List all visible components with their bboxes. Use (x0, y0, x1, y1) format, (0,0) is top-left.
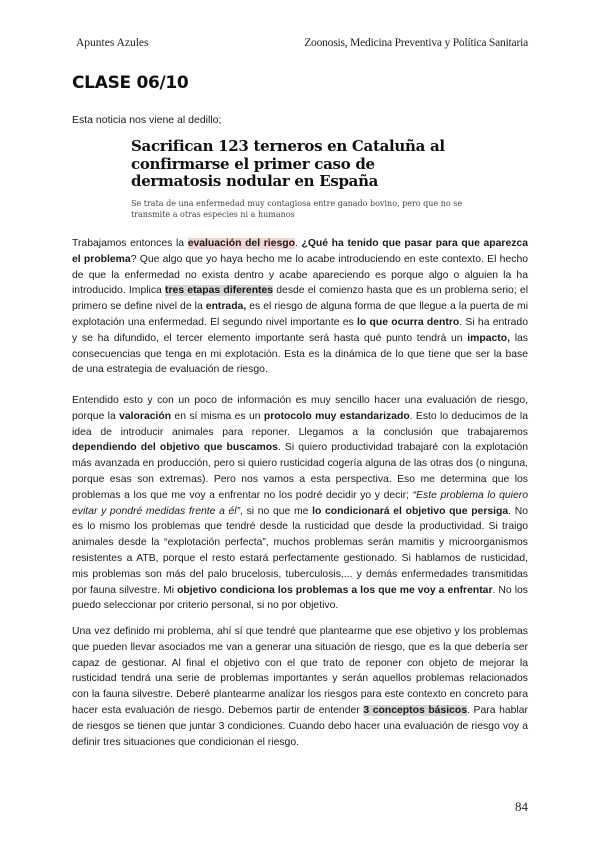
header-subject: Zoonosis, Medicina Preventiva y Política Sanitaria (304, 37, 528, 49)
text: ? Que algo que yo haya hecho me lo acabe introduciendo en este contexto. El hecho de que la enfermedad no exista dentro y acabe apareciendo es porque algo o alguien la ha introducido. Implica (72, 253, 528, 297)
highlight-tres-etapas: tres etapas diferentes (165, 285, 274, 297)
bold-impacto: impacto, (467, 332, 510, 344)
text: , si no que me (240, 505, 313, 517)
highlight-conceptos-basicos: 3 conceptos básicos (363, 704, 468, 716)
text: las consecuencias que tenga en mi explotación. Esta es la dinámica de lo que tiene que ser la base de una estrategia de evaluación de riesgo. (72, 332, 528, 376)
text: Trabajamos entonces la (72, 238, 188, 249)
bold-objetivo: dependiendo del objetivo que buscamos (72, 442, 278, 454)
italic-quote: “Este problema lo quiero evitar y pondré medidas frente a él” (72, 489, 528, 517)
page-number: 84 (515, 799, 528, 814)
page-title: CLASE 06/10 (72, 73, 189, 93)
text: . (294, 238, 302, 249)
news-subheadline: Se trata de una enfermedad muy contagiosa entre ganado bovino, pero que no se transmite a otras especies ni a humanos (131, 199, 463, 219)
text: en sí misma es un (171, 410, 264, 422)
intro-text: Esta noticia nos viene al dedillo; (72, 114, 222, 126)
text: desde el comienzo hasta que es un problema serio; el primero se define nivel de la (72, 285, 529, 313)
bold-objetivo-condiciona: objetivo condiciona los problemas a los que me voy a enfrentar (177, 584, 493, 596)
text: . Si quiero productividad trabajaré con la explotación más avanzada en producción, pero si quiero rusticidad cogería alguna de las otras dos (o ninguna, porque esas son extremas). Pero nos vamos a esta perspectiva. Eso me determina que los problemas a los que me voy a enfrentar no los podré decidir yo y decir; (72, 442, 528, 501)
paragraph-1 (72, 236, 528, 378)
bold-valoracion: valoración (119, 410, 172, 422)
bold-condicionara: lo condicionará el objetivo que persiga (312, 505, 509, 517)
text: Una vez definido mi problema, ahí sí que tendré que plantearme que ese objetivo y los problemas que pueden llevar asociados me van a generar una situación de riesgo, que es la que debería ser capaz de gestionar. Al final el objetivo con el que trato de reponer con objeto de mejorar la rusticidad tendrá una serie de problemas importantes y serán aquellos problemas relacionados con la fauna silvestre. Deberé plantearme analizar los riesgos para este contexto en concreto para hacer esta evaluación de riesgo. Debemos partir de entender (72, 626, 528, 716)
text: Entendido esto y con un poco de información es muy sencillo hacer una evaluación de riesgo, porque la (72, 395, 528, 422)
bold-dentro: lo que ocurra dentro (357, 316, 460, 328)
bold-question: ¿Qué ha tenido que pasar para que aparezca el problema (72, 238, 528, 265)
text: . No los puedo seleccionar por criterio personal, si no por objetivo. (72, 584, 528, 612)
text: es el riesgo de alguna forma de que llegue a la puerta de mi explotación una enfermedad. El segundo nivel importante es (72, 301, 529, 328)
header-course-name: Apuntes Azules (76, 37, 149, 49)
text: . Si ha entrado y se ha difundido, el tercer elemento importante será hasta qué punto tendrá un (72, 316, 528, 344)
text: . Esto lo deducimos de la idea de introducir animales para reponer. Llegamos a la conclusión que trabajaremos (72, 410, 528, 438)
paragraph-3 (72, 624, 528, 750)
news-headline: Sacrifican 123 terneros en Cataluña al confirmarse el primer caso de dermatosis nodular en España (131, 137, 445, 190)
text: . No es lo mismo los problemas que tendré desde la rusticidad que desde la productividad. Si traigo animales desde la “explotación perfecta”, muchos problemas serán mamitis y microorganismos resistentes a ATB, porque el resto estará perfectamente gestionado. Si hablamos de rusticidad, mis problemas son más del palo brucelosis, tuberculosis,... y demás enfermedades transmitidas por fauna silvestre. Mi (72, 505, 528, 596)
paragraph-2 (72, 393, 528, 614)
text: . Para hablar de riesgos se tienen que juntar 3 condiciones. Cuando debo hacer una evaluación de riesgo voy a definir tres situaciones que condicionan el riesgo. (72, 704, 529, 748)
bold-protocolo: protocolo muy estandarizado (263, 410, 410, 422)
highlight-evaluacion-riesgo: evaluación del riesgo (187, 238, 295, 249)
bold-entrada: entrada, (205, 301, 247, 313)
